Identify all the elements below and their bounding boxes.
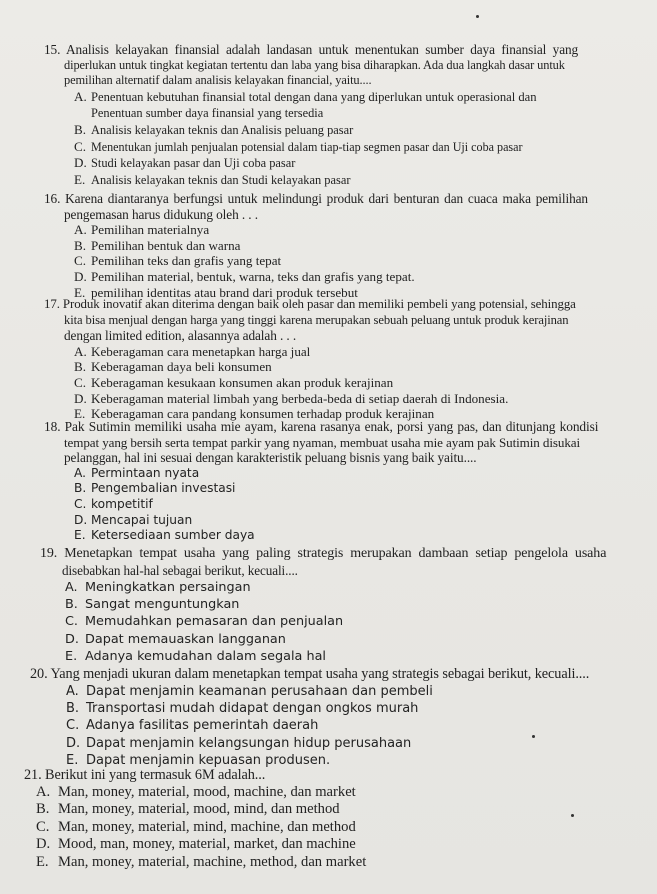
option-text: pemilihan identitas atau brand dari produk tersebut (91, 284, 358, 300)
option-letter: C. (36, 818, 50, 835)
option-letter: E. (74, 528, 86, 543)
option-letter: C. (74, 138, 87, 154)
option-a (74, 89, 578, 106)
option-letter: A. (74, 222, 87, 238)
option-b (74, 122, 578, 139)
option-letter: A. (74, 343, 87, 359)
option-letter: B. (36, 801, 50, 818)
option-letter: D. (74, 390, 87, 406)
option-letter: B. (66, 701, 80, 717)
question-17 (44, 297, 576, 422)
option-letter: B. (74, 359, 87, 375)
option-letter: E. (74, 171, 86, 187)
option-letter: D. (74, 512, 88, 527)
option-text: Keberagaman material limbah yang berbeda-beda di setiap daerah di Indonesia. (91, 390, 509, 406)
question-line: 15. Analisis kelayakan finansial adalah landasan untuk menentukan sumber daya finansial yang (44, 42, 579, 57)
option-text: Mood, man, money, material, market, dan machine (58, 836, 356, 853)
option-text: Keberagaman daya beli konsumen (91, 359, 272, 375)
option-text: Analisis kelayakan teknis dan Analisis peluang pasar (91, 122, 354, 137)
question-line: 21. Berikut ini yang termasuk 6M adalah... (24, 767, 266, 783)
option-text: Menentukan jumlah penjualan potensial dalam tiap-tiap segmen pasar dan Uji coba pasar (91, 139, 523, 154)
option-a (66, 683, 589, 700)
option-letter: D. (74, 268, 87, 284)
option-text: Transportasi mudah didapat dengan ongkos murah (86, 701, 419, 717)
option-letter: A. (36, 784, 51, 800)
option-text: Permintaan nyata (91, 465, 200, 480)
question-18 (44, 419, 598, 544)
option-letter: C. (74, 374, 87, 390)
option-b (66, 700, 589, 717)
option-letter: E. (74, 284, 86, 300)
option-c (74, 139, 578, 156)
question-line: tempat yang bersih serta tempat parkir yang nyaman, membuat usaha mie ayam pak Sutimin disukai (64, 434, 581, 450)
option-letter: C. (66, 718, 80, 734)
option-text: Adanya kemudahan dalam segala hal (85, 648, 326, 664)
option-letter: A. (74, 465, 86, 480)
option-letter: C. (65, 614, 79, 630)
option-letter: C. (74, 496, 87, 511)
question-line: kita bisa menjual dengan harga yang tinggi karena merupakan sebuah peluang untuk produk kerajinan (64, 312, 569, 327)
option-text: Man, money, material, mood, mind, dan method (58, 801, 340, 818)
option-text: Dapat memauaskan langganan (85, 631, 286, 647)
option-text: Keberagaman kesukaan konsumen akan produk kerajinan (91, 374, 394, 390)
option-d (36, 836, 366, 853)
option-text: Man, money, material, machine, method, dan market (58, 853, 367, 870)
option-letter: B. (74, 121, 87, 137)
option-text: kompetitif (91, 496, 153, 511)
option-letter: E. (36, 853, 49, 870)
question-line: diperlukan untuk tingkat kegiatan tertentu dan laba yang bisa diharapkan. Ada dua langkah dasar untuk (64, 57, 565, 72)
option-d (66, 735, 589, 752)
option-text: Keberagaman cara pandang konsumen terhadap produk kerajinan (91, 406, 435, 422)
option-d (74, 269, 588, 285)
option-letter: B. (74, 237, 87, 253)
option-text: Pemilihan material, bentuk, warna, teks dan grafis yang tepat. (91, 268, 415, 284)
question-15 (44, 42, 578, 188)
option-text: Dapat menjamin keamanan perusahaan dan pembeli (86, 684, 433, 699)
ink-speck (532, 735, 535, 738)
question-line: 16. Karena diantaranya berfungsi untuk melindungi produk dari benturan dan cuaca maka pemilihan (44, 191, 588, 206)
option-text: Man, money, material, mind, machine, dan method (58, 818, 356, 835)
option-b (74, 238, 588, 254)
option-b (65, 596, 606, 613)
option-a (36, 784, 366, 801)
option-text: Studi kelayakan pasar dan Uji coba pasar (91, 156, 296, 171)
option-d (74, 513, 598, 529)
question-line: disebabkan hal-hal sebagai berikut, kecuali.... (62, 563, 298, 578)
option-text: Mencapai tujuan (91, 512, 193, 527)
option-a (65, 579, 606, 596)
option-letter: D. (65, 631, 79, 647)
option-c (74, 497, 598, 513)
question-line: pengemasan harus didukung oleh . . . (64, 206, 258, 222)
option-c (66, 717, 589, 734)
question-line: dengan limited edition, alasannya adalah . . . (64, 328, 297, 344)
option-d (74, 155, 578, 172)
question-line: 20. Yang menjadi ukuran dalam menetapkan tempat usaha yang strategis sebagai berikut, kecuali.... (30, 666, 590, 682)
option-b (36, 801, 366, 818)
option-a (74, 222, 588, 238)
question-line: pelanggan, hal ini sesuai dengan karakteristik peluang bisnis yang baik yaitu.... (64, 450, 477, 466)
option-text: Keberagaman cara menetapkan harga jual (91, 343, 311, 359)
option-c (74, 375, 576, 391)
option-text: Meningkatkan persaingan (85, 580, 251, 595)
option-text: Pemilihan bentuk dan warna (91, 237, 241, 253)
option-letter: B. (65, 597, 78, 613)
option-c (65, 613, 606, 630)
option-letter: A. (74, 88, 87, 104)
option-d (74, 391, 576, 407)
option-letter: D. (66, 735, 81, 751)
option-e (36, 854, 366, 871)
question-line: 19. Menetapkan tempat usaha yang paling strategis merupakan dambaan setiap pengelola usaha (40, 546, 607, 561)
option-text: Analisis kelayakan teknis dan Studi kelayakan pasar (91, 172, 351, 187)
question-line: 18. Pak Sutimin memiliki usaha mie ayam, karena rasanya enak, porsi yang pas, dan ditunjang kondisi (44, 419, 599, 434)
option-text: Sangat menguntungkan (85, 597, 240, 613)
option-text: Pemilihan materialnya (91, 222, 210, 238)
option-text: Ketersediaan sumber daya (91, 528, 255, 543)
question-21 (24, 767, 366, 871)
option-a-continued (74, 105, 578, 122)
option-text: Adanya fasilitas pemerintah daerah (86, 718, 319, 734)
option-text: Memudahkan pemasaran dan penjualan (85, 614, 344, 630)
ink-speck (571, 814, 574, 817)
option-c (74, 253, 588, 269)
question-16 (44, 191, 588, 300)
question-20 (30, 666, 589, 769)
option-text: Penentuan kebutuhan finansial total dengan dana yang diperlukan untuk operasional dan (91, 89, 537, 104)
option-letter: A. (66, 684, 79, 699)
option-a (74, 466, 598, 482)
option-text: Pengembalian investasi (91, 481, 236, 496)
option-d (65, 631, 606, 648)
option-a (74, 344, 576, 360)
option-e (74, 528, 598, 544)
option-text: Pemilihan teks dan grafis yang tepat (91, 253, 282, 269)
option-b (74, 359, 576, 375)
option-letter: D. (36, 836, 51, 853)
question-line: pemilihan alternatif dalam analisis kelayakan financial, yaitu.... (64, 73, 372, 88)
option-text: Dapat menjamin kelangsungan hidup perusahaan (86, 735, 412, 751)
option-b (74, 481, 598, 497)
ink-speck (476, 15, 479, 18)
option-e (74, 172, 578, 189)
option-c (36, 819, 366, 836)
question-line: 17. Produk inovatif akan diterima dengan baik oleh pasar dan memiliki pembeli yang potensial, sehingga (44, 297, 576, 311)
option-letter: A. (65, 580, 78, 595)
option-e (65, 648, 606, 665)
question-19 (40, 545, 606, 665)
option-letter: B. (74, 481, 87, 496)
option-letter: E. (66, 752, 79, 768)
option-text: Dapat menjamin kepuasan produsen. (86, 752, 331, 768)
option-text: Penentuan sumber daya finansial yang tersedia (91, 106, 324, 121)
option-text: Man, money, material, mood, machine, dan market (58, 784, 356, 800)
option-letter: E. (74, 406, 86, 422)
option-letter: E. (65, 648, 78, 664)
option-letter: C. (74, 253, 87, 269)
option-letter: D. (74, 155, 87, 171)
